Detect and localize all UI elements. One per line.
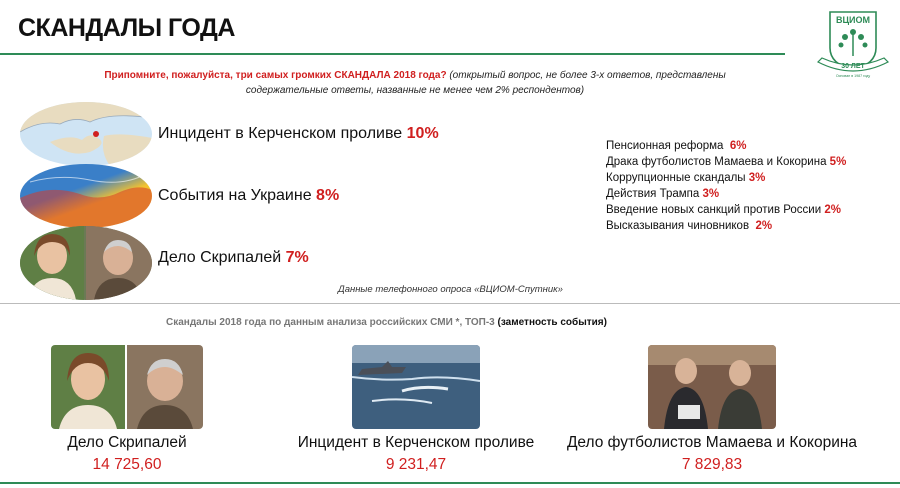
logo-founded: Основан в 1987 году [835, 74, 871, 78]
media-value-kerch: 9 231,47 [385, 456, 447, 473]
skripal-portraits-image [20, 226, 152, 300]
kerch-map-image [20, 102, 152, 166]
media-value-skripal: 14 725,60 [92, 456, 162, 473]
title-divider [0, 53, 785, 55]
top-item-pct: 8% [316, 187, 340, 204]
media-value-footballers: 7 829,83 [681, 456, 743, 473]
vciom-logo [816, 8, 890, 80]
media-label-footballers: Дело футболистов Мамаева и Кокорина [566, 434, 858, 451]
list-item: Пенсионная реформа 6% [606, 140, 747, 152]
data-source-note: Данные телефонного опроса «ВЦИОМ-Спутник» [338, 284, 563, 295]
survey-question [70, 68, 760, 98]
ukraine-image [20, 164, 152, 228]
kerch-ships-photo [352, 345, 480, 429]
logo-name: ВЦИОМ [835, 15, 871, 25]
top-item-label: Инцидент в Керченском проливе [158, 125, 403, 142]
question-note: (открытый вопрос, не более 3-х ответов, представлены содержательные ответы, названные не менее чем 2% респондентов) [245, 70, 726, 96]
top-item-kerch [158, 125, 439, 143]
list-item: Коррупционные скандалы 3% [606, 172, 766, 184]
list-item: Высказывания чиновников 2% [606, 220, 773, 232]
media-section-heading [166, 317, 607, 328]
top-item-skripal [158, 249, 309, 267]
footballers-photo [648, 345, 776, 429]
media-label-skripal: Дело Скрипалей [67, 434, 187, 451]
top-item-ukraine [158, 187, 339, 205]
list-item: Действия Трампа 3% [606, 188, 720, 200]
skripal-photo [51, 345, 203, 429]
list-item: Введение новых санкций против России 2% [606, 204, 841, 216]
footer-divider [0, 482, 900, 484]
top-item-label: Дело Скрипалей [158, 249, 282, 266]
top-item-label: События на Украине [158, 187, 312, 204]
top-item-pct: 7% [285, 249, 309, 266]
question-main: Припомните, пожалуйста, три самых громких СКАНДАЛА 2018 года? [104, 70, 447, 81]
media-heading-emph: (заметность события) [497, 317, 607, 328]
media-label-kerch: Инцидент в Керченском проливе [297, 434, 535, 451]
list-item: Драка футболистов Мамаева и Кокорина 5% [606, 156, 847, 168]
section-divider [0, 303, 900, 304]
media-heading-text: Скандалы 2018 года по данным анализа российских СМИ *, ТОП-3 [166, 317, 495, 328]
page-title: СКАНДАЛЫ ГОДА [18, 14, 235, 42]
logo-years: 30 ЛЕТ [841, 63, 865, 70]
top-item-pct: 10% [406, 125, 439, 142]
other-scandals-list [606, 138, 846, 234]
